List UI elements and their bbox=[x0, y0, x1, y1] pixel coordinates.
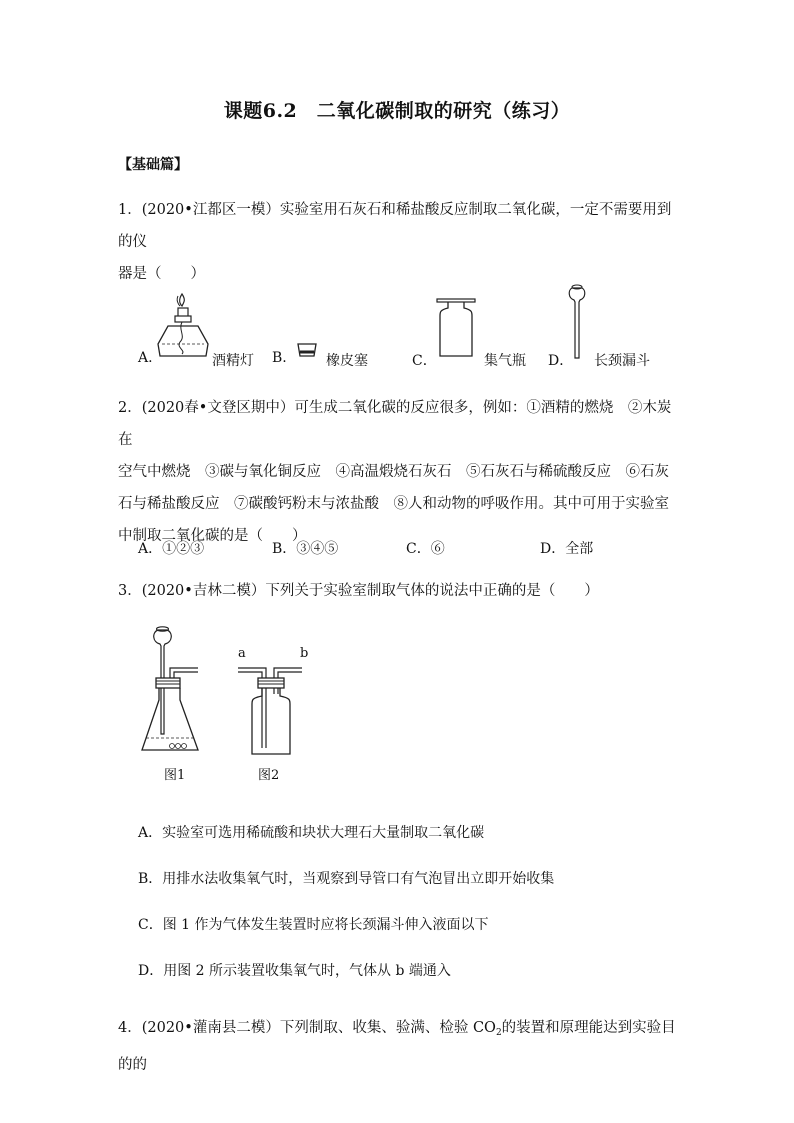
question-1 bbox=[118, 194, 678, 290]
question-2-options bbox=[138, 538, 698, 558]
q1-option-a-letter: A. bbox=[138, 350, 153, 366]
q1-option-d-text: 长颈漏斗 bbox=[594, 353, 650, 369]
question-1-line-1: 1．(2020•江都区一模）实验室用石灰石和稀盐酸反应制取二氧化碳，一定不需要用到的仪 bbox=[118, 202, 672, 250]
figure-2-gas-bottle bbox=[238, 664, 308, 764]
question-4-line-1-start: 4．(2020•灌南县二模）下列制取、收集、验满、检验 CO bbox=[118, 1020, 496, 1036]
q2-option-a: A．①②③ bbox=[138, 541, 205, 557]
figure-1-flask-apparatus bbox=[138, 624, 208, 760]
tube-b-label: b bbox=[300, 646, 309, 661]
section-heading: 【基础篇】 bbox=[118, 157, 188, 173]
co2-subscript: 2 bbox=[495, 1028, 502, 1038]
q1-option-b-text: 橡皮塞 bbox=[326, 353, 368, 369]
question-1-line-2: 器是（ ） bbox=[118, 266, 205, 282]
question-3-line-1: 3．(2020•吉林二模）下列关于实验室制取气体的说法中正确的是（ ） bbox=[118, 583, 599, 599]
figure-2-caption: 图2 bbox=[258, 768, 280, 783]
question-3-options bbox=[138, 810, 698, 994]
q1-option-b-letter: B. bbox=[272, 350, 287, 366]
q2-option-c: C．⑥ bbox=[406, 541, 445, 557]
gas-jar-icon bbox=[436, 298, 482, 360]
rubber-stopper-icon bbox=[296, 342, 318, 360]
q3-option-c: C．图 1 作为气体发生装置时应将长颈漏斗伸入液面以下 bbox=[138, 917, 489, 933]
alcohol-lamp-icon bbox=[156, 290, 212, 366]
figure-1-caption: 图1 bbox=[164, 768, 186, 783]
q1-option-c-text: 集气瓶 bbox=[484, 353, 526, 369]
q1-option-a-text: 酒精灯 bbox=[212, 353, 254, 369]
q3-option-d: D．用图 2 所示装置收集氧气时，气体从 b 端通入 bbox=[138, 963, 451, 979]
q3-option-b: B．用排水法收集氧气时，当观察到导管口有气泡冒出立即开始收集 bbox=[138, 871, 555, 887]
question-4 bbox=[118, 1012, 678, 1081]
tube-a-label: a bbox=[238, 646, 246, 661]
question-2-line-3: 石与稀盐酸反应 ⑦碳酸钙粉末与浓盐酸 ⑧人和动物的呼吸作用。其中可用于实验室 bbox=[118, 496, 669, 512]
q2-option-d: D．全部 bbox=[540, 541, 594, 557]
question-2-line-2: 空气中燃烧 ③碳与氧化铜反应 ④高温煅烧石灰石 ⑤石灰石与稀硫酸反应 ⑥石灰 bbox=[118, 464, 669, 480]
question-2-line-1: 2．(2020春•文登区期中）可生成二氧化碳的反应很多，例如：①酒精的燃烧 ②木炭在 bbox=[118, 400, 672, 448]
question-2 bbox=[118, 392, 678, 552]
long-neck-funnel-icon bbox=[566, 282, 590, 362]
question-3 bbox=[118, 575, 678, 607]
q1-option-c-letter: C． bbox=[412, 353, 437, 369]
page-title: 课题6.2 二氧化碳制取的研究（练习） bbox=[223, 100, 571, 122]
q3-option-a: A．实验室可选用稀硫酸和块状大理石大量制取二氧化碳 bbox=[138, 825, 485, 841]
q2-option-b: B．③④⑤ bbox=[272, 541, 339, 557]
question-2-line-4: 中制取二氧化碳的是（ ） bbox=[118, 528, 307, 544]
q1-option-d-letter: D． bbox=[548, 353, 574, 369]
question-4-line-1-end: 的装置和原理能达到实验目的的 bbox=[118, 1020, 676, 1073]
